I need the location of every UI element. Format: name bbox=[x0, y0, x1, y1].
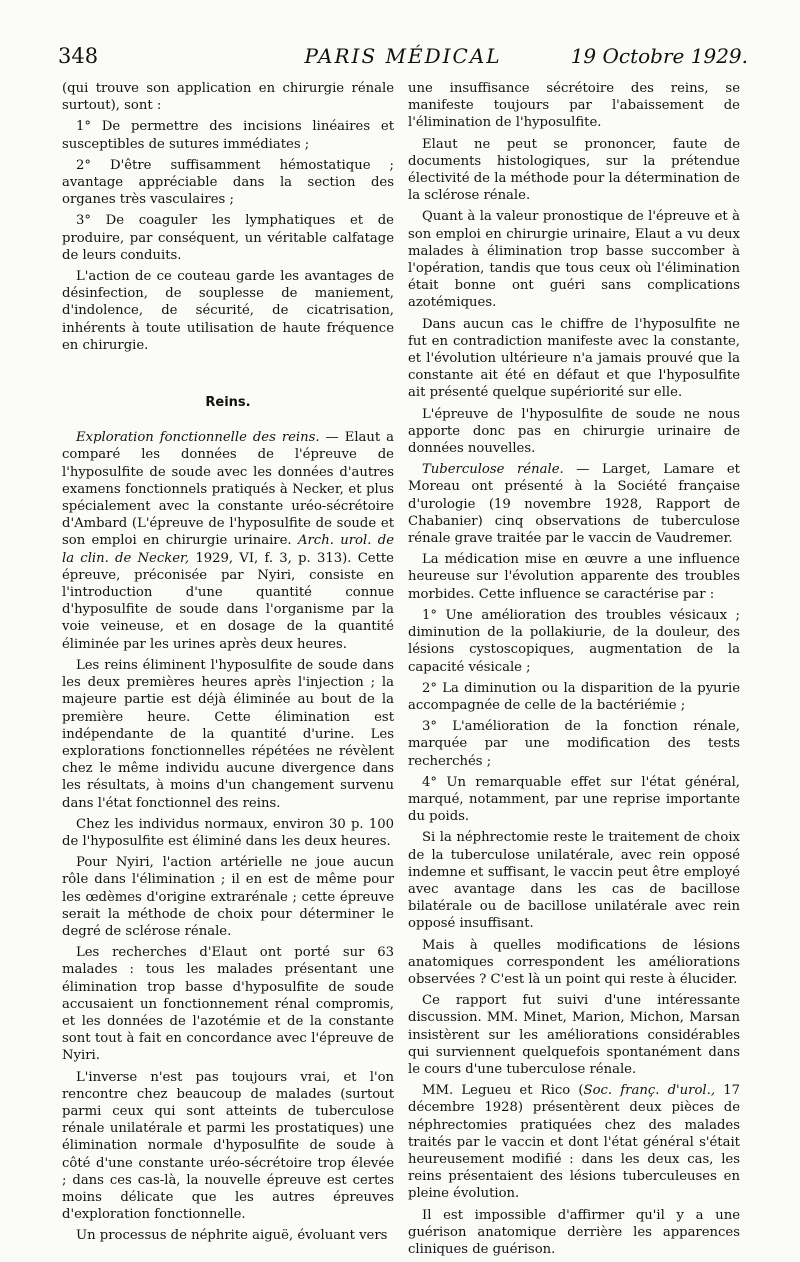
citation: Arch. urol. de la clin. de Necker, bbox=[62, 533, 394, 566]
paragraph: Elaut ne peut se prononcer, faute de documents histologiques, sur la prétendue électivité de la méthode pour la détermination de la sclérose rénale. bbox=[408, 136, 740, 204]
left-column bbox=[62, 80, 394, 1249]
right-column bbox=[408, 80, 740, 1262]
paragraph: Pour Nyiri, l'action artérielle ne joue aucun rôle dans l'élimination ; il en est de même pour les œdèmes d'origine extrarénale ; cette épreuve serait la méthode de choix pour déterminer le degré de sclérose rénale. bbox=[62, 855, 394, 939]
paragraph: Dans aucun cas le chiffre de l'hyposulfite ne fut en contradiction manifeste avec la constante, et l'évolution ultérieure n'a jamais prouvé que la constante ait été en défaut et que l'hyposulfite ait présenté quelque supériorité sur elle. bbox=[408, 316, 740, 401]
list-item: 3° L'amélioration de la fonction rénale, marquée par une modification des tests recherchés ; bbox=[408, 719, 740, 769]
paragraph: L'épreuve de l'hyposulfite de soude ne nous apporte donc pas en chirurgie urinaire de données nouvelles. bbox=[408, 406, 740, 457]
paragraph-text: — Elaut a comparé les données de l'épreuve de l'hyposulfite de soude avec les données d'autres examens fonctionnels pratiqués à Necker, et plus spécialement avec la constante uréo-sécrétoire d'Ambard (L'épreuve de l'hyposulfite de soude et son emploi en chirurgie urinaire. bbox=[62, 430, 394, 549]
paragraph-text: 17 décembre 1928) présentèrent deux pièces de néphrectomies pratiquées chez des malades traités par le vaccin et dont l'état général s'était heureusement modifié : dans les deux cas, les reins présentaient des lésions tuberculeuses en pleine évolution. bbox=[408, 1083, 740, 1202]
running-header bbox=[58, 44, 748, 72]
journal-title: PARIS MÉDICAL bbox=[304, 44, 502, 68]
list-item: 1° Une amélioration des troubles vésicaux ; diminution de la pollakiurie, de la douleur, des lésions cystoscopiques, augmentation de la capacité vésicale ; bbox=[408, 607, 740, 675]
list-item: 3° De coaguler les lymphatiques et de produire, par conséquent, un véritable calfatage de leurs conduits. bbox=[62, 213, 394, 263]
paragraph-text: — Larget, Lamare et Moreau ont présenté à la Société française d'urologie (19 novembre 1928, Rapport de Chabanier) cinq observations de tuberculose rénale grave traitée par le vaccin de Vaudremer. bbox=[408, 462, 740, 547]
paragraph: Les recherches d'Elaut ont porté sur 63 malades : tous les malades présentant une élimination trop basse d'hyposulfite de soude accusaient un fonctionnement rénal compromis, et les données de l'azotémie et de la constante sont tout à fait en concordance avec l'épreuve de Nyiri. bbox=[62, 945, 394, 1064]
paragraph bbox=[408, 461, 740, 547]
page-number: 348 bbox=[58, 44, 99, 68]
list-item: 1° De permettre des incisions linéaires et susceptibles de sutures immédiates ; bbox=[62, 119, 394, 152]
paragraph: Chez les individus normaux, environ 30 p. 100 de l'hyposulfite est éliminé dans les deux heures. bbox=[62, 816, 394, 849]
paragraph: Quant à la valeur pronostique de l'épreuve et à son emploi en chirurgie urinaire, Elaut a vu deux malades à élimination trop basse succomber à l'opération, tandis que tous ceux où l'élimination était bonne ont guéri sans complications azotémiques. bbox=[408, 209, 740, 311]
section-heading: Reins. bbox=[205, 395, 251, 411]
paragraph: Ce rapport fut suivi d'une intéressante discussion. MM. Minet, Marion, Michon, Marsan insistèrent sur les améliorations considérables qui surviennent quelquefois spontanément dans le cours d'une tuberculose rénale. bbox=[408, 993, 740, 1077]
paragraph-text: MM. Legueu et Rico ( bbox=[422, 1083, 584, 1099]
paragraph: Mais à quelles modifications de lésions anatomiques correspondent les améliorations observées ? C'est là un point qui reste à élucider. bbox=[408, 937, 740, 987]
paragraph: Les reins éliminent l'hyposulfite de soude dans les deux premières heures après l'injection ; la majeure partie est déjà éliminée au bout de la première heure. Cette élimination est indépendante de la quantité d'urine. Les explorations fonctionnelles répétées ne révèlent chez le même individu aucune divergence dans les résultats, à moins d'un changement survenu dans l'état fonctionnel des reins. bbox=[62, 657, 394, 811]
list-item: 2° La diminution ou la disparition de la pyurie accompagnée de celle de la bactériémie ; bbox=[408, 680, 740, 713]
paragraph: La médication mise en œuvre a une influence heureuse sur l'évolution apparente des troubles morbides. Cette influence se caractérise par : bbox=[408, 552, 740, 602]
list-item: 4° Un remarquable effet sur l'état général, marqué, notamment, par une reprise importante du poids. bbox=[408, 774, 740, 825]
paragraph: Si la néphrectomie reste le traitement de choix de la tuberculose unilatérale, avec rein opposé indemne et suffisant, le vaccin peut être employé avec avantage dans les cas de bacillose bilatérale ou de bacillose unilatérale avec rein opposé insuffisant. bbox=[408, 830, 740, 932]
paragraph bbox=[408, 1082, 740, 1202]
paragraph: Un processus de néphrite aiguë, évoluant vers bbox=[76, 1228, 388, 1244]
paragraph: L'inverse n'est pas toujours vrai, et l'on rencontre chez beaucoup de malades (surtout parmi ceux qui sont atteints de tuberculose rénale unilatérale et parmi les prostatiques) une élimination normale d'hyposulfite de soude à côté d'une constante uréo-sécrétoire trop élevée ; dans ces cas-là, la nouvelle épreuve est certes moins délicate que les autres épreuves d'exploration fonctionnelle. bbox=[62, 1069, 394, 1223]
subsection-title: Tuberculose rénale. bbox=[422, 462, 564, 478]
citation: Soc. franç. d'urol., bbox=[583, 1083, 716, 1099]
paragraph: une insuffisance sécrétoire des reins, se manifeste toujours par l'abaissement de l'élimination de l'hyposulfite. bbox=[408, 81, 740, 131]
list-item: 2° D'être suffisamment hémostatique ; avantage appréciable dans la section des organes très vasculaires ; bbox=[62, 157, 394, 208]
paragraph: L'action de ce couteau garde les avantages de désinfection, de souplesse de maniement, d'indolence, de sécurité, de cicatrisation, inhérents à toute utilisation de haute fréquence en chirurgie. bbox=[62, 269, 394, 353]
issue-date: 19 Octobre 1929. bbox=[570, 44, 748, 68]
paragraph-text: 1929, VI, f. 3, p. 313). Cette épreuve, préconisée par Nyiri, consiste en l'introduction d'une quantité connue d'hyposulfite de soude dans l'organisme par la voie veineuse, et en dosage de la quantité éliminée par les urines après deux heures. bbox=[62, 550, 394, 652]
subsection-title: Exploration fonctionnelle des reins. bbox=[76, 430, 320, 446]
paragraph: (qui trouve son application en chirurgie rénale surtout), sont : bbox=[62, 81, 394, 114]
paragraph bbox=[62, 429, 394, 653]
paragraph: Il est impossible d'affirmer qu'il y a une guérison anatomique derrière les apparences cliniques de guérison. bbox=[408, 1207, 740, 1257]
